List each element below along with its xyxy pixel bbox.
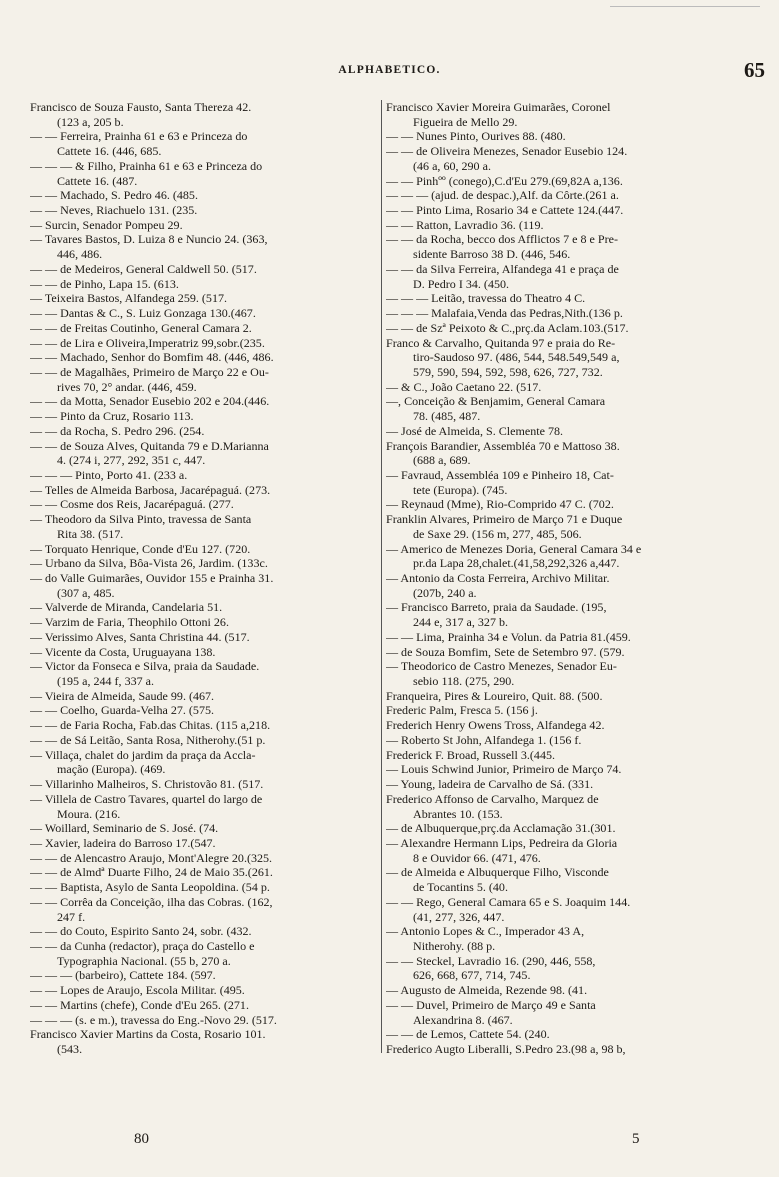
- directory-line: tete (Europa). (745.: [413, 482, 508, 497]
- directory-line: 8 e Ouvidor 66. (471, 476.: [413, 850, 541, 865]
- directory-line: — — da Silva Ferreira, Alfandega 41 e praça de: [386, 261, 619, 276]
- directory-line: — — Nunes Pinto, Ourives 88. (480.: [386, 129, 566, 144]
- directory-line: — — Baptista, Asylo de Santa Leopoldina. (54 p.: [30, 880, 270, 895]
- directory-line: — — da Motta, Senador Eusebio 202 e 204.(446.: [30, 394, 270, 409]
- directory-line: — do Valle Guimarães, Ouvidor 155 e Prainha 31.: [30, 571, 274, 585]
- directory-line: — — Neves, Riachuelo 131. (235.: [30, 203, 198, 218]
- directory-line: — — de Alencastro Araujo, Mont'Alegre 20.(325.: [30, 850, 273, 865]
- directory-line: — — — Malafaia,Venda das Pedras,Nith.(136 p.: [386, 306, 623, 321]
- directory-line: — — Coelho, Guarda-Velha 27. (575.: [30, 703, 215, 718]
- directory-line: Frederic Palm, Fresca 5. (156 j.: [386, 703, 538, 718]
- directory-line: — de Almeida e Albuquerque Filho, Visconde: [386, 865, 609, 880]
- directory-line: (41, 277, 326, 447.: [413, 909, 505, 924]
- directory-line: — Young, ladeira de Carvalho de Sá. (331.: [386, 777, 594, 792]
- directory-line: — — de Oliveira Menezes, Senador Eusebio 124.: [386, 144, 628, 159]
- directory-line: — Roberto St John, Alfandega 1. (156 f.: [386, 732, 582, 747]
- directory-line: Frederick F. Broad, Russell 3.(445.: [386, 747, 556, 762]
- directory-line: Cattete 16. (446, 685.: [57, 144, 162, 159]
- directory-line: — Torquato Henrique, Conde d'Eu 127. (720.: [30, 541, 251, 556]
- directory-line: — Woillard, Seminario de S. José. (74.: [30, 821, 219, 836]
- signature-mark-left: 80: [134, 1131, 149, 1147]
- directory-line: de Tocantins 5. (40.: [413, 880, 508, 895]
- directory-line: — de Albuquerque,prç.da Acclamação 31.(301.: [386, 821, 616, 836]
- directory-line: de Saxe 29. (156 m, 277, 485, 506.: [413, 526, 582, 541]
- directory-line: — Theodorico de Castro Menezes, Senador Eu-: [386, 659, 617, 674]
- directory-line: Francisco de Souza Fausto, Santa Thereza 42.: [30, 100, 252, 114]
- directory-line: — — — (barbeiro), Cattete 184. (597.: [30, 968, 216, 983]
- directory-line: — — de Freitas Coutinho, General Camara 2.: [30, 320, 252, 335]
- signature-mark-right: 5: [632, 1131, 640, 1147]
- directory-line: 579, 590, 594, 592, 598, 626, 727, 732.: [413, 364, 603, 379]
- directory-line: — — Lopes de Araujo, Escola Militar. (495.: [30, 983, 245, 998]
- directory-line: Francisco Xavier Moreira Guimarães, Coronel: [386, 100, 611, 114]
- directory-line: — Reynaud (Mme), Rio-Comprido 47 C. (702.: [386, 497, 614, 512]
- directory-line: Franco & Carvalho, Quitanda 97 e praia do Re-: [386, 335, 616, 350]
- directory-line: — — Pinto Lima, Rosario 34 e Cattete 124.(447.: [386, 203, 624, 218]
- directory-line: 4. (274 i, 277, 292, 351 c, 447.: [57, 453, 206, 468]
- page-number: 65: [744, 58, 765, 82]
- directory-line: 78. (485, 487.: [413, 409, 481, 424]
- directory-line: — Urbano da Silva, Bôa-Vista 26, Jardim. (133c.: [30, 556, 268, 571]
- directory-line: Frederico Affonso de Carvalho, Marquez de: [386, 791, 599, 806]
- directory-line: rives 70, 2° andar. (446, 459.: [57, 379, 197, 394]
- directory-line: Francisco Xavier Martins da Costa, Rosario 101.: [30, 1027, 266, 1042]
- directory-line: — — Machado, Senhor do Bomfim 48. (446, 486.: [30, 350, 274, 365]
- directory-line: — Victor da Fonseca e Silva, praia da Saudade.: [30, 659, 260, 674]
- directory-line: Nitherohy. (88 p.: [413, 938, 496, 953]
- directory-line: — — de Lira e Oliveira,Imperatriz 99,sobr.(235.: [30, 335, 265, 350]
- directory-line: — Tavares Bastos, D. Luiza 8 e Nuncio 24. (363,: [30, 232, 268, 247]
- directory-line: Franklin Alvares, Primeiro de Março 71 e Duque: [386, 512, 623, 527]
- directory-line: — — da Rocha, S. Pedro 296. (254.: [30, 423, 205, 438]
- directory-line: Alexandrina 8. (467.: [413, 1012, 513, 1027]
- directory-line: — Vieira de Almeida, Saude 99. (467.: [30, 688, 215, 703]
- directory-line: — Vicente da Costa, Uruguayana 138.: [30, 644, 216, 659]
- directory-line: — Alexandre Hermann Lips, Pedreira da Gloria: [386, 835, 618, 850]
- directory-line: — — Corrêa da Conceição, ilha das Cobras. (162,: [30, 894, 273, 909]
- top-rule: [610, 6, 760, 7]
- directory-line: 244 e, 317 a, 327 b.: [413, 615, 509, 630]
- directory-line: — Francisco Barreto, praia da Saudade. (195,: [386, 600, 607, 615]
- directory-line: pr.da Lapa 28,chalet.(41,58,292,326 a,447.: [413, 556, 620, 571]
- directory-line: sebio 118. (275, 290.: [413, 674, 515, 689]
- directory-line: François Barandier, Assembléa 70 e Mattoso 38.: [386, 438, 620, 453]
- directory-line: 446, 486.: [57, 247, 103, 262]
- directory-line: — Villaça, chalet do jardim da praça da Accla-: [30, 747, 256, 762]
- directory-line: Figueira de Mello 29.: [413, 114, 518, 129]
- directory-line: — — Ferreira, Prainha 61 e 63 e Princeza do: [30, 129, 248, 144]
- column-divider: [381, 100, 382, 1053]
- directory-line: — — Rego, General Camara 65 e S. Joaquim 144.: [386, 894, 631, 909]
- directory-line: 626, 668, 677, 714, 745.: [413, 968, 531, 983]
- directory-line: — Antonio Lopes & C., Imperador 43 A,: [386, 924, 585, 939]
- directory-line: — — de Souza Alves, Quitanda 79 e D.Marianna: [30, 438, 269, 453]
- directory-line: tiro-Saudoso 97. (486, 544, 548.549,549 a,: [413, 350, 620, 365]
- directory-line: — — da Cunha (redactor), praça do Castello e: [30, 938, 255, 953]
- directory-line: Frederico Augto Liberalli, S.Pedro 23.(98 a, 98 b,: [386, 1042, 626, 1056]
- directory-line: — — de Sá Leitão, Santa Rosa, Nitherohy.(51 p.: [30, 732, 266, 747]
- directory-line: — — de Faria Rocha, Fab.das Chitas. (115 a,218.: [30, 718, 271, 733]
- directory-line: — — Steckel, Lavradio 16. (290, 446, 558,: [386, 953, 596, 968]
- directory-line: Frederich Henry Owens Tross, Alfandega 42.: [386, 718, 605, 733]
- directory-line: mação (Europa). (469.: [57, 762, 166, 777]
- directory-line: — — Cosme dos Reis, Jacarépaguá. (277.: [30, 497, 234, 512]
- directory-line: — — de Pinho, Lapa 15. (613.: [30, 276, 179, 291]
- directory-line: — Theodoro da Silva Pinto, travessa de Santa: [30, 512, 252, 527]
- directory-line: (688 a, 689.: [413, 453, 471, 468]
- directory-line: — Teixeira Bastos, Alfandega 259. (517.: [30, 291, 227, 306]
- directory-line: — Louis Schwind Junior, Primeiro de Março 74.: [386, 762, 622, 777]
- directory-line: — — de Magalhães, Primeiro de Março 22 e Ou-: [30, 364, 269, 379]
- directory-line: — José de Almeida, S. Clemente 78.: [386, 423, 563, 438]
- directory-line: Moura. (216.: [57, 806, 121, 821]
- directory-line: — Surcin, Senador Pompeu 29.: [30, 217, 183, 232]
- directory-line: — Xavier, ladeira do Barroso 17.(547.: [30, 835, 216, 850]
- directory-line: — Telles de Almeida Barbosa, Jacarépaguá. (273.: [30, 482, 271, 497]
- directory-line: — Valverde de Miranda, Candelaria 51.: [30, 600, 223, 615]
- directory-line: — & C., João Caetano 22. (517.: [386, 379, 542, 394]
- directory-line: (543.: [57, 1042, 83, 1056]
- directory-line: — — de Lemos, Cattete 54. (240.: [386, 1027, 550, 1042]
- directory-line: — — Pinhºº (conego),C.d'Eu 279.(69,82A a,136.: [386, 173, 623, 188]
- directory-line: — — — (ajud. de despac.),Alf. da Côrte.(261 a.: [386, 188, 619, 203]
- directory-line: — Augusto de Almeida, Rezende 98. (41.: [386, 983, 588, 998]
- directory-line: — — Lima, Prainha 34 e Volun. da Patria 81.(459.: [386, 629, 631, 644]
- right-column: [386, 100, 758, 1057]
- directory-line: — Villarinho Malheiros, S. Christovão 81. (517.: [30, 777, 264, 792]
- directory-line: — — de Szª Peixoto & C.,prç.da Aclam.103.(517.: [386, 320, 629, 335]
- directory-line: — — — & Filho, Prainha 61 e 63 e Princeza do: [30, 158, 263, 173]
- directory-line: — — Dantas & C., S. Luiz Gonzaga 130.(467.: [30, 306, 256, 321]
- directory-line: Franqueira, Pires & Loureiro, Quit. 88. (500.: [386, 688, 603, 703]
- directory-line: Cattete 16. (487.: [57, 173, 138, 188]
- directory-line: (207b, 240 a.: [413, 585, 477, 600]
- directory-line: — — Machado, S. Pedro 46. (485.: [30, 188, 198, 203]
- directory-line: Rita 38. (517.: [57, 526, 124, 541]
- directory-line: — — da Rocha, becco dos Afflictos 7 e 8 e Pre-: [386, 232, 618, 247]
- directory-line: — — Martins (chefe), Conde d'Eu 265. (271.: [30, 997, 249, 1012]
- directory-line: D. Pedro I 34. (450.: [413, 276, 510, 291]
- directory-line: (46 a, 60, 290 a.: [413, 158, 491, 173]
- directory-line: —, Conceição & Benjamim, General Camara: [386, 394, 606, 409]
- directory-line: — — — (s. e m.), travessa do Eng.-Novo 29. (517.: [30, 1012, 277, 1027]
- directory-line: (195 a, 244 f, 337 a.: [57, 674, 155, 689]
- directory-line: — Antonio da Costa Ferreira, Archivo Militar.: [386, 571, 610, 585]
- left-column: [30, 100, 377, 1057]
- directory-line: — Verissimo Alves, Santa Christina 44. (517.: [30, 629, 250, 644]
- directory-line: Typographia Nacional. (55 b, 270 a.: [57, 953, 231, 968]
- directory-line: 247 f.: [57, 909, 86, 924]
- directory-line: sidente Barroso 38 D. (446, 546.: [413, 247, 571, 262]
- directory-line: (123 a, 205 b.: [57, 114, 124, 129]
- directory-line: — — Duvel, Primeiro de Março 49 e Santa: [386, 997, 596, 1012]
- directory-line: Abrantes 10. (153.: [413, 806, 503, 821]
- directory-line: — — Ratton, Lavradio 36. (119.: [386, 217, 544, 232]
- running-header: ALPHABETICO.: [338, 64, 441, 76]
- directory-line: (307 a, 485.: [57, 585, 115, 600]
- directory-line: — Villela de Castro Tavares, quartel do largo de: [30, 791, 263, 806]
- directory-line: — — — Leitão, travessa do Theatro 4 C.: [386, 291, 586, 306]
- directory-line: — — — Pinto, Porto 41. (233 a.: [30, 467, 188, 482]
- directory-line: — — de Medeiros, General Caldwell 50. (517.: [30, 261, 257, 276]
- directory-line: — de Souza Bomfim, Sete de Setembro 97. (579.: [386, 644, 625, 659]
- directory-line: — — Pinto da Cruz, Rosario 113.: [30, 409, 194, 424]
- directory-line: — — de Almdª Duarte Filho, 24 de Maio 35.(261.: [30, 865, 273, 880]
- directory-line: — Varzim de Faria, Theophilo Ottoni 26.: [30, 615, 229, 630]
- directory-line: — Americo de Menezes Doria, General Camara 34 e: [386, 541, 642, 556]
- directory-line: — Favraud, Assembléa 109 e Pinheiro 18, Cat-: [386, 467, 614, 482]
- directory-line: — — do Couto, Espirito Santo 24, sobr. (432.: [30, 924, 252, 939]
